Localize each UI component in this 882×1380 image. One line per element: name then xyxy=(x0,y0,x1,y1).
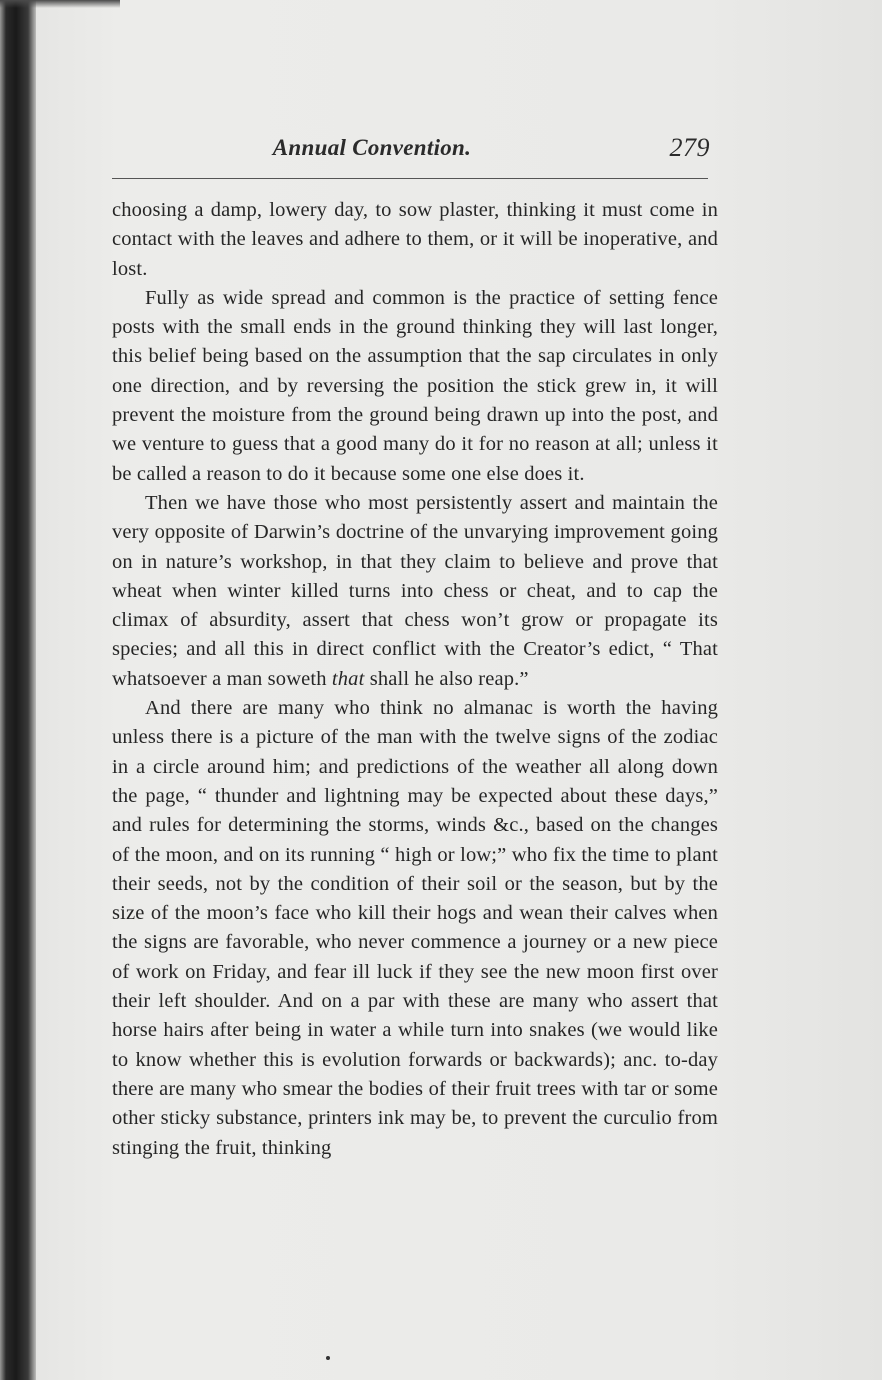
paragraph-2: Fully as wide spread and common is the practice of setting fence posts with the small ends in the ground thinking they will last longer, this belief being based on the assumption that the sap circulates in only one direction, and by reversing the position the stick grew in, it will prevent the moisture from the ground being drawn up into the post, and we venture to guess that a good many do it for no reason at all; unless it be called a reason to do it because some one else does it. xyxy=(112,286,718,485)
paragraph-3-text-a: Then we have those who most persistently assert and maintain the very opposite of Darwin’s doctrine of the unvarying improvement going on in nature’s workshop, in that they claim to believe and prove that wheat when winter killed turns into chess or cheat, and to cap the climax of absurdity, assert that chess won’t grow or propagate its species; and all this in direct conflict with the Creator’s edict, “ That whatsoever a man soweth xyxy=(112,491,718,690)
ink-speck xyxy=(326,1356,330,1360)
page-number: 279 xyxy=(669,133,710,162)
paragraph-1: choosing a damp, lowery day, to sow plaster, thinking it must come in contact with the leaves and adhere to them, or it will be inoperative, and lost. xyxy=(112,199,718,280)
paragraph-3-text-b: shall he also reap.” xyxy=(364,667,529,690)
running-head: Annual Convention. xyxy=(272,135,472,160)
book-binding-edge xyxy=(0,0,36,1380)
page-header xyxy=(112,133,712,165)
paragraph-3 xyxy=(112,489,718,694)
paragraph-3-italic: that xyxy=(331,667,365,690)
header-rule xyxy=(112,178,708,179)
paragraph-4: And there are many who think no almanac is worth the having unless there is a picture of the man with the twelve signs of the zodiac in a circle around him; and predictions of the weather all along down the page, “ thunder and lightning may be expected about these days,” and rules for determining the storms, winds &c., based on the changes of the moon, and on its running “ high or low;” who fix the time to plant their seeds, not by the condition of their soil or the season, but by the size of the moon’s face who kill their hogs and wean their calves when the signs are favorable, who never commence a journey or a new piece of work on Friday, and fear ill luck if they see the new moon first over their left shoulder. And on a par with these are many who assert that horse hairs after being in water a while turn into snakes (we would like to know whether this is evolution forwards or backwards); anc. to-day there are many who smear the bodies of their fruit trees with tar or some other sticky substance, printers ink may be, to prevent the curculio from stinging the fruit, thinking xyxy=(112,697,718,1159)
binding-shadow xyxy=(0,0,120,8)
body-text xyxy=(112,196,718,1163)
